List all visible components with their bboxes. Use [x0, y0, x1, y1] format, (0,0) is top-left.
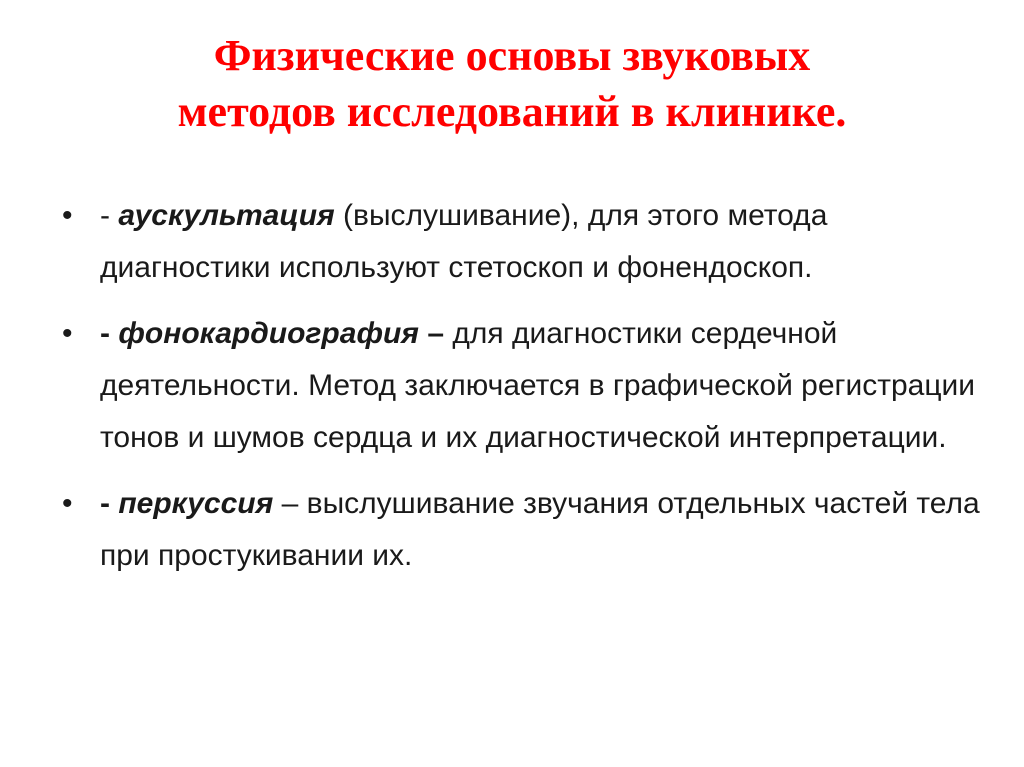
bullet-list	[62, 190, 982, 596]
item-dash: –	[418, 317, 445, 350]
item-term: фонокардиография	[118, 317, 419, 350]
item-term: перкуссия	[118, 487, 274, 520]
bullet-marker: •	[62, 317, 73, 350]
item-text: – выслушивание звучания отдельных частей тела при простукивании их.	[100, 487, 980, 572]
bullet-marker: •	[62, 487, 73, 520]
bullet-item-percussion	[62, 478, 982, 582]
item-text: (выслушивание), для этого метода диагностики используют стетоскоп и фонендоскоп.	[100, 199, 828, 284]
bullet-item-auscultation	[62, 190, 982, 294]
title-line-2: методов исследований в клинике.	[177, 87, 847, 136]
item-term: аускультация	[118, 199, 335, 232]
item-prefix: -	[100, 487, 119, 520]
item-prefix: -	[100, 317, 119, 350]
slide-title	[40, 28, 984, 140]
title-line-1: Физические основы звуковых	[213, 31, 811, 80]
item-text: для диагностики сердечной деятельности. Метод заключается в графической регистрации тонов и шумов сердца и их диагностической интерпретации.	[100, 317, 976, 454]
item-prefix: -	[100, 199, 119, 232]
bullet-marker: •	[62, 199, 73, 232]
bullet-item-phonocardiography	[62, 308, 982, 464]
